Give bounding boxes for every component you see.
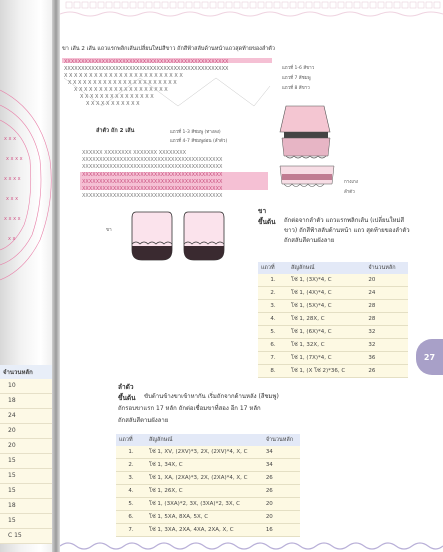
row-symbols: โซ่ 1, (4X)*4, C: [288, 287, 365, 300]
table-row: [258, 287, 408, 300]
body-stitch-chart: [80, 148, 268, 200]
body-section-text: ถักรอบขาแรก 17 หลัก ถักต่อเชื่อมขาที่สอง อีก 17 หลัก: [118, 405, 261, 412]
leg-stitch-chart: [62, 56, 272, 114]
left-table-cell: 15: [0, 514, 52, 529]
svg-text:X X X X X X X X X X X X X X X: X X X X X X X X X X X X X X X X X X X X X X: [68, 80, 177, 86]
svg-text:XXXXXXXXXXXXXXXXXXXXXXXXXXXXXX: XXXXXXXXXXXXXXXXXXXXXXXXXXXXXXXXXXXXXXXXXXXXXXXX: [64, 66, 229, 72]
left-page: [0, 0, 58, 552]
svg-text:XXXXXXXXXXXXXXXXXXXXXXXXXXXXXX: XXXXXXXXXXXXXXXXXXXXXXXXXXXXXXXXXXXXXXXXX: [82, 157, 223, 163]
row-count: 28: [365, 313, 408, 326]
left-table-cell: 20: [0, 424, 52, 439]
column-header: แถวที่: [116, 434, 146, 446]
row-number: 3.: [258, 300, 288, 313]
table-header-row: [258, 262, 408, 274]
row-count: 24: [365, 287, 408, 300]
left-page-table: [0, 365, 52, 544]
row-count: 20: [263, 498, 300, 511]
top-chart-row-label: แถวที่ 8 สีขาว: [282, 86, 310, 91]
row-symbols: โซ่ 1, XV, (2XV)*3, 2X, (2XV)*4, X, C: [146, 446, 263, 459]
legs-illustration: [128, 208, 232, 264]
body-section-title: ลำตัว: [118, 383, 134, 391]
left-table-cell: 18: [0, 499, 52, 514]
body-section-text: ถักสลับสีตามผังลาย: [118, 417, 169, 424]
body-label: ลำตัว: [344, 190, 355, 195]
left-table-cell: 24: [0, 409, 52, 424]
row-count: 20: [263, 511, 300, 524]
table-row: [258, 365, 408, 378]
row-symbols: โซ่ 1, 34X, C: [146, 459, 263, 472]
table-row: [258, 313, 408, 326]
leg-pattern-table: [258, 262, 408, 378]
svg-text:X X X X X X X X X: X X X X X X X X X X X: [86, 101, 140, 107]
column-header: สัญลักษณ์: [146, 434, 263, 446]
row-count: 16: [263, 524, 300, 537]
row-number: 6.: [116, 511, 146, 524]
row-number: 1.: [258, 274, 288, 287]
row-symbols: โซ่ 1, (X โซ่ 2)*36, C: [288, 365, 365, 378]
book-spine: [52, 0, 60, 552]
svg-text:X X X X X X X X X X X X X X X: X X X X X X X X X X X X X X X X X X X X X X X X: [64, 73, 183, 79]
row-symbols: โซ่ 1, 28X, C: [288, 313, 365, 326]
table-row: [116, 446, 300, 459]
body-chart-row-label: แถวที่ 4-7 สีชมพูอ่อน (ลำตัว): [170, 139, 228, 144]
svg-text:XXXXXXXXXXXXXXXXXXXXXXXXXXXXXX: XXXXXXXXXXXXXXXXXXXXXXXXXXXXXXXXXXXXXXXXX: [82, 164, 223, 170]
row-number: 7.: [116, 524, 146, 537]
row-count: 26: [263, 485, 300, 498]
top-chart-caption: ขา เส้น 2 เส้น แถวแรกพลิกเส้นเปลี่ยนใหม่สีขาว ถักสีฟ้าสลับด้านหน้าแถวสุดท้ายของลำตัว: [62, 46, 275, 52]
row-count: 26: [263, 472, 300, 485]
svg-text:XXXXXXXXXXXXXXXXXXXXXXXXXXXXXX: XXXXXXXXXXXXXXXXXXXXXXXXXXXXXXXXXXXXXXXXX: [82, 186, 223, 192]
row-count: 20: [365, 274, 408, 287]
row-symbols: โซ่ 1, 26X, C: [146, 485, 263, 498]
body-chart-row-label: แถวที่ 1-3 สีชมพู (ทางลง): [170, 130, 221, 135]
table-row: [116, 511, 300, 524]
left-table-cell: 20: [0, 439, 52, 454]
column-header: แถวที่: [258, 262, 288, 274]
row-number: 8.: [258, 365, 288, 378]
left-table-cell: 18: [0, 394, 52, 409]
row-count: 34: [263, 446, 300, 459]
waist-label: กางเกง: [344, 180, 358, 185]
svg-text:X X X X X X X X X X X X X: X X X X X X X X X X X X X X X X X X X: [74, 87, 168, 93]
row-number: 7.: [258, 352, 288, 365]
left-table-header: จำนวนหลัก: [0, 365, 52, 379]
row-symbols: โซ่ 1, 3XA, 2XA, 4XA, 2XA, X, C: [146, 524, 263, 537]
pants-illustration: [268, 96, 346, 204]
body-pattern-table: [116, 434, 300, 537]
svg-text:XXXXXXXXXXXXXXXXXXXXXXXXXXXXXX: XXXXXXXXXXXXXXXXXXXXXXXXXXXXXXXXXXXXXXXXX: [82, 172, 223, 178]
left-table-cell: C 15: [0, 529, 52, 544]
row-number: 5.: [116, 498, 146, 511]
svg-text:x x x x: x x x x: [6, 156, 23, 162]
bottom-decorative-border: [60, 538, 443, 552]
table-header-row: [116, 434, 300, 446]
row-count: 34: [263, 459, 300, 472]
row-count: 32: [365, 339, 408, 352]
table-row: [116, 498, 300, 511]
column-header: จำนวนหลัก: [263, 434, 300, 446]
left-table-cell: 15: [0, 454, 52, 469]
row-number: 1.: [116, 446, 146, 459]
row-symbols: โซ่ 1, 32X, C: [288, 339, 365, 352]
top-chart-row-label: แถวที่ 7 สีชมพู: [282, 76, 311, 81]
row-symbols: โซ่ 1, (3XA)*2, 3X, (3XA)*2, 3X, C: [146, 498, 263, 511]
row-count: 28: [365, 300, 408, 313]
top-chart-row-label: แถวที่ 1-6 สีขาว: [282, 66, 315, 71]
column-header: สัญลักษณ์: [288, 262, 365, 274]
row-number: 2.: [258, 287, 288, 300]
row-symbols: โซ่ 1, XA, (2XA)*3, 2X, (2XA)*4, X, C: [146, 472, 263, 485]
table-row: [116, 459, 300, 472]
leg-section-heading: ขึ้นต้น: [258, 218, 276, 226]
row-symbols: โซ่ 1, (5X)*4, C: [288, 300, 365, 313]
svg-text:x x x x: x x x x: [4, 176, 21, 182]
row-symbols: โซ่ 1, 5XA, 8XA, 5X, C: [146, 511, 263, 524]
row-count: 26: [365, 365, 408, 378]
table-row: [258, 339, 408, 352]
table-row: [258, 274, 408, 287]
leg-section-title: ขา: [258, 207, 267, 215]
svg-text:XXXXXX XXXXXXXX XXXXXXX: XXXXXX XXXXXXXX XXXXXXX XXXXXXXX: [82, 150, 187, 156]
table-row: [116, 485, 300, 498]
row-number: 6.: [258, 339, 288, 352]
table-row: [258, 300, 408, 313]
row-symbols: โซ่ 1, (7X)*4, C: [288, 352, 365, 365]
body-section-heading: ขึ้นต้น: [118, 394, 136, 402]
row-number: 2.: [116, 459, 146, 472]
svg-text:XXXXXXXXXXXXXXXXXXXXXXXXXXXXXX: XXXXXXXXXXXXXXXXXXXXXXXXXXXXXXXXXXXXXXXXX: [82, 193, 223, 199]
top-decorative-band: [60, 0, 443, 28]
svg-text:x x x: x x x: [4, 136, 17, 142]
row-number: 4.: [116, 485, 146, 498]
svg-text:x x: x x: [8, 236, 16, 242]
row-number: 4.: [258, 313, 288, 326]
left-table-cell: 15: [0, 484, 52, 499]
column-header: จำนวนหลัก: [365, 262, 408, 274]
row-symbols: โซ่ 1, (3X)*4, C: [288, 274, 365, 287]
leg-section-text: ถักต่อจากลำตัว แถวแรกพลิกเส้น (เปลี่ยนใหม่สีขาว) ถักสีฟ้าสลับด้านหน้า แถว สุดท้ายของลำตัว ถักสลับสีตามผังลาย: [284, 217, 410, 244]
row-number: 3.: [116, 472, 146, 485]
svg-text:X X X X X X X X X X X: X X X X X X X X X X X X X X X: [80, 94, 154, 100]
page-number-tab: 27: [416, 339, 443, 375]
svg-text:XXXXXXXXXXXXXXXXXXXXXXXXXXXXXX: XXXXXXXXXXXXXXXXXXXXXXXXXXXXXXXXXXXXXXXXXXXXXXXX: [64, 59, 229, 65]
leg-label: ขา: [106, 228, 112, 233]
table-row: [116, 472, 300, 485]
row-count: 32: [365, 326, 408, 339]
row-number: 5.: [258, 326, 288, 339]
body-chart-caption: ลำตัว ถัก 2 เส้น: [96, 128, 135, 134]
left-table-cell: 10: [0, 379, 52, 394]
svg-text:x x x x: x x x x: [4, 216, 21, 222]
body-section-text: ขับด้านข้างขาเข้าหากัน เริ่มถักจากด้านหลัง (สีชมพู): [144, 393, 279, 400]
table-row: [258, 352, 408, 365]
table-row: [258, 326, 408, 339]
row-symbols: โซ่ 1, (6X)*4, C: [288, 326, 365, 339]
left-page-chart: [0, 0, 58, 360]
left-table-cell: 15: [0, 469, 52, 484]
svg-text:XXXXXXXXXXXXXXXXXXXXXXXXXXXXXX: XXXXXXXXXXXXXXXXXXXXXXXXXXXXXXXXXXXXXXXXX: [82, 179, 223, 185]
svg-text:x x x: x x x: [6, 196, 19, 202]
row-count: 36: [365, 352, 408, 365]
table-row: [116, 524, 300, 537]
